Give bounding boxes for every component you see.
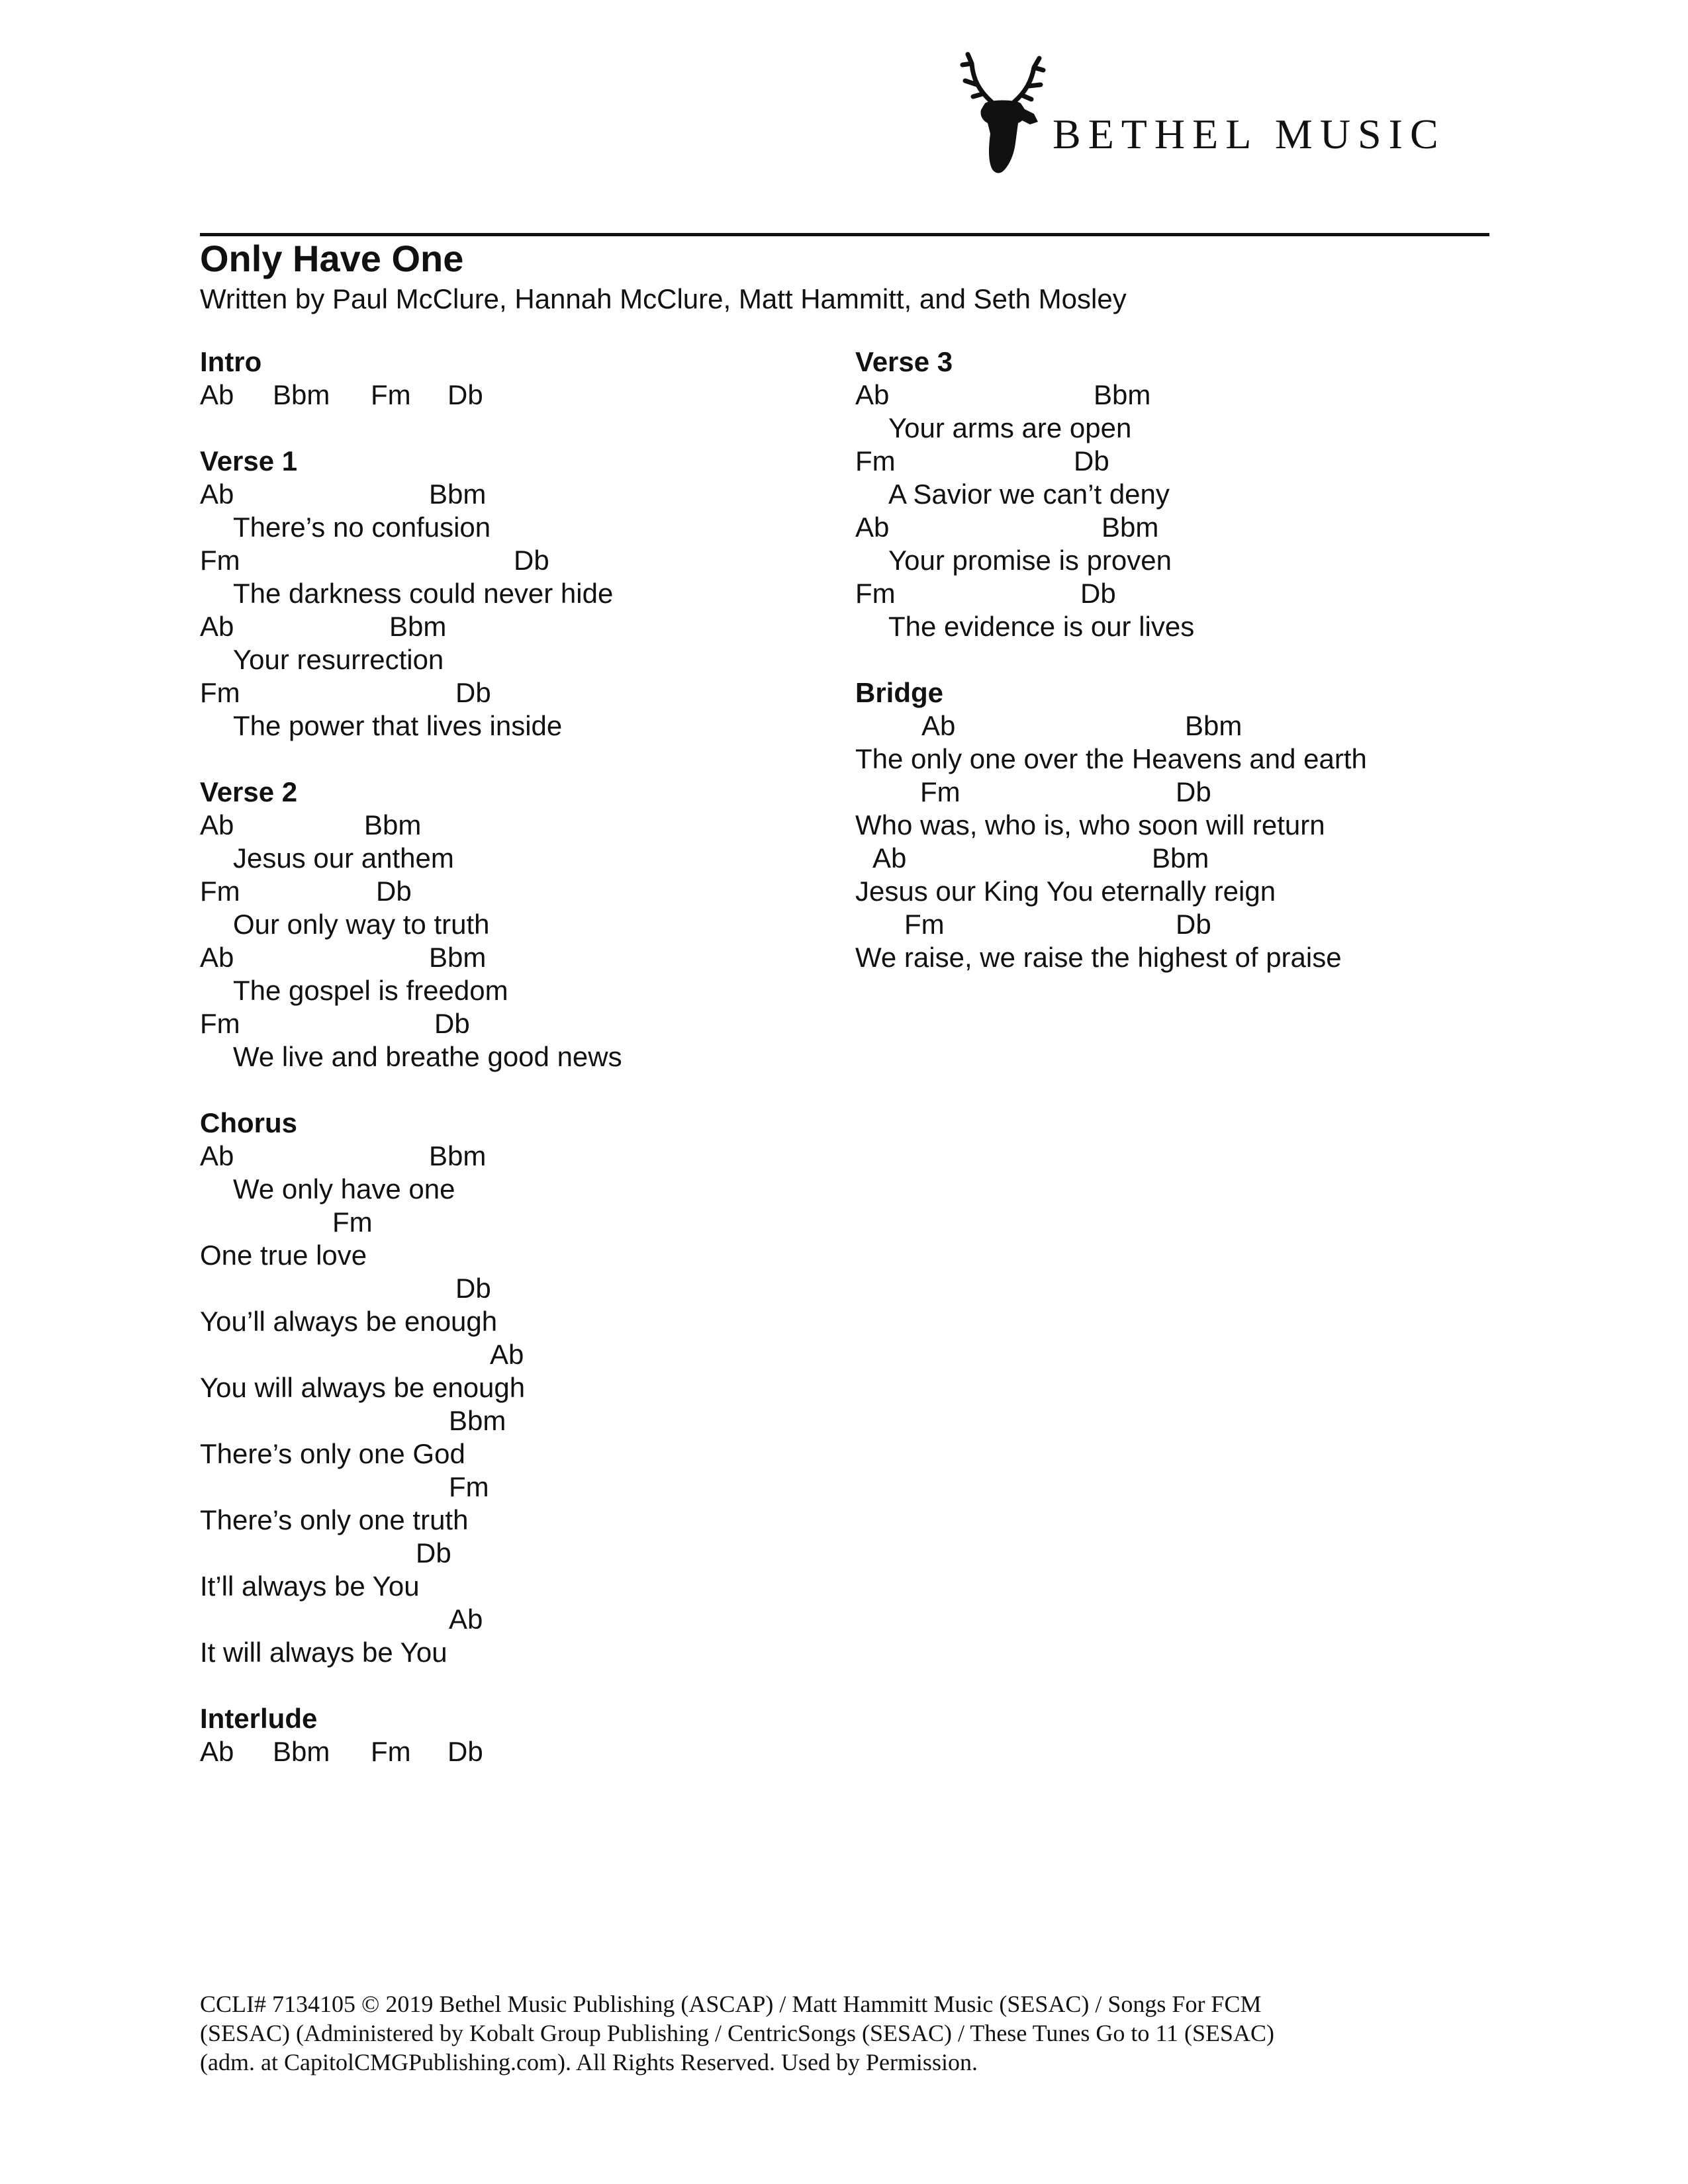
lyric-line: Your arms are open [888, 412, 1132, 443]
chord: Ab [872, 842, 907, 874]
lyric-line: It will always be You [200, 1637, 447, 1668]
chord: Bbm [273, 1736, 330, 1767]
chord: Fm [200, 545, 240, 576]
song-writers: Written by Paul McClure, Hannah McClure, Matt Hammitt, and Seth Mosley [200, 283, 1127, 314]
chord: Fm [449, 1471, 489, 1502]
chord: Fm [200, 677, 240, 708]
chord-line [200, 1471, 835, 1504]
chord: Fm [371, 379, 411, 410]
lyric-line: You’ll always be enough [200, 1306, 498, 1337]
chord: Bbm [389, 611, 447, 642]
chord-line [200, 1206, 835, 1239]
lyric-line: It’ll always be You [200, 1570, 420, 1602]
chord-line [200, 1338, 835, 1371]
chord-line [200, 379, 835, 412]
lyric-line: The power that lives inside [233, 710, 563, 741]
lyric-line: The gospel is freedom [233, 975, 508, 1006]
lyric-line: The evidence is our lives [888, 611, 1195, 642]
lyric-line: You will always be enough [200, 1372, 526, 1403]
chord-line [200, 1537, 835, 1570]
lyric-line: There’s no confusion [233, 512, 491, 543]
lyric-line: The only one over the Heavens and earth [855, 743, 1367, 774]
section-intro [200, 345, 835, 412]
chord: Ab [200, 1140, 234, 1171]
chord: Bbm [429, 478, 487, 510]
chord: Ab [921, 710, 956, 741]
chord: Db [514, 545, 549, 576]
chord: Db [455, 677, 491, 708]
footer-line: (SESAC) (Administered by Kobalt Group Publishing / CentricSongs (SESAC) / These Tunes Go to 11 (SESAC) [200, 2020, 1275, 2046]
chord: Ab [200, 1736, 234, 1767]
chord: Bbm [449, 1405, 506, 1436]
chord-line [200, 1735, 835, 1768]
copyright-footer [200, 1989, 1497, 2077]
chord-line [200, 1140, 835, 1173]
brand-logo [953, 50, 1483, 183]
lyric-line: One true love [200, 1240, 367, 1271]
chord: Bbm [429, 942, 487, 973]
chord: Db [1176, 909, 1211, 940]
brand-name: BETHEL MUSIC [1053, 111, 1446, 158]
chord: Fm [904, 909, 945, 940]
lyric-line: There’s only one truth [200, 1504, 469, 1535]
chord: Db [447, 379, 483, 410]
chord-line [200, 610, 835, 643]
section-title: Verse 3 [855, 346, 953, 377]
section-bridge [855, 676, 1489, 974]
chord: Db [416, 1537, 451, 1569]
section-title: Intro [200, 346, 262, 377]
chord: Fm [200, 1008, 240, 1039]
chord-line [855, 908, 1489, 941]
chord: Fm [200, 876, 240, 907]
chord: Db [1074, 445, 1109, 477]
chord: Ab [855, 379, 890, 410]
chord-line [855, 511, 1489, 544]
lyric-line: Jesus our King You eternally reign [855, 876, 1276, 907]
chord: Db [376, 876, 412, 907]
chord: Bbm [273, 379, 330, 410]
section-title: Verse 1 [200, 445, 298, 477]
chord: Fm [855, 578, 896, 609]
chord: Ab [200, 942, 234, 973]
chord-line [855, 842, 1489, 875]
chord: Ab [200, 478, 234, 510]
lyric-line: We raise, we raise the highest of praise [855, 942, 1342, 973]
chord-line [855, 379, 1489, 412]
chord-line [200, 809, 835, 842]
header-divider [200, 233, 1489, 236]
section-verse-2 [200, 776, 835, 1073]
chord: Bbm [1094, 379, 1151, 410]
lyric-line: Your promise is proven [888, 545, 1172, 576]
chord: Ab [200, 809, 234, 841]
section-title: Chorus [200, 1107, 297, 1138]
section-title: Interlude [200, 1703, 318, 1734]
chord: Bbm [429, 1140, 487, 1171]
chord-line [200, 1404, 835, 1437]
chord-line [200, 1007, 835, 1040]
left-column [200, 345, 835, 1801]
lyric-line: We only have one [233, 1173, 455, 1205]
chord-line [200, 676, 835, 709]
lyric-line: The darkness could never hide [233, 578, 614, 609]
lyric-line: A Savior we can’t deny [888, 478, 1170, 510]
lyric-line: There’s only one God [200, 1438, 465, 1469]
song-title: Only Have One [200, 238, 464, 279]
chord-line [200, 875, 835, 908]
chord: Ab [490, 1339, 524, 1370]
chord: Db [434, 1008, 470, 1039]
chord: Ab [855, 512, 890, 543]
chord: Ab [200, 379, 234, 410]
chord: Db [1176, 776, 1211, 807]
section-verse-1 [200, 445, 835, 743]
chord: Db [447, 1736, 483, 1767]
lyric-line: Jesus our anthem [233, 842, 454, 874]
lyric-line: Our only way to truth [233, 909, 490, 940]
chord: Bbm [1185, 710, 1243, 741]
chord-line [855, 445, 1489, 478]
chord: Bbm [1102, 512, 1159, 543]
section-chorus [200, 1107, 835, 1669]
chord: Fm [855, 445, 896, 477]
lyric-line: Your resurrection [233, 644, 444, 675]
chord: Fm [371, 1736, 411, 1767]
deer-head-icon [953, 50, 1053, 176]
chord-line [200, 478, 835, 511]
section-title: Verse 2 [200, 776, 298, 807]
chord: Ab [200, 611, 234, 642]
section-interlude [200, 1702, 835, 1768]
chord-line [200, 941, 835, 974]
chord: Bbm [364, 809, 422, 841]
footer-line: CCLI# 7134105 © 2019 Bethel Music Publishing (ASCAP) / Matt Hammitt Music (SESAC) / Songs For FCM [200, 1991, 1262, 2017]
lyric-line: Who was, who is, who soon will return [855, 809, 1325, 841]
chord-line [855, 577, 1489, 610]
chord-line [200, 544, 835, 577]
chord-line [200, 1272, 835, 1305]
right-column [855, 345, 1489, 1007]
chord-line [855, 776, 1489, 809]
lyric-line: We live and breathe good news [233, 1041, 622, 1072]
chord: Ab [449, 1604, 483, 1635]
footer-line: (adm. at CapitolCMGPublishing.com). All Rights Reserved. Used by Permission. [200, 2049, 978, 2075]
section-verse-3 [855, 345, 1489, 643]
chord: Bbm [1152, 842, 1209, 874]
chord-line [200, 1603, 835, 1636]
chord: Db [1080, 578, 1116, 609]
chord: Db [455, 1273, 491, 1304]
chord: Fm [332, 1206, 373, 1238]
section-title: Bridge [855, 677, 944, 708]
chord: Fm [920, 776, 961, 807]
chord-line [855, 709, 1489, 743]
